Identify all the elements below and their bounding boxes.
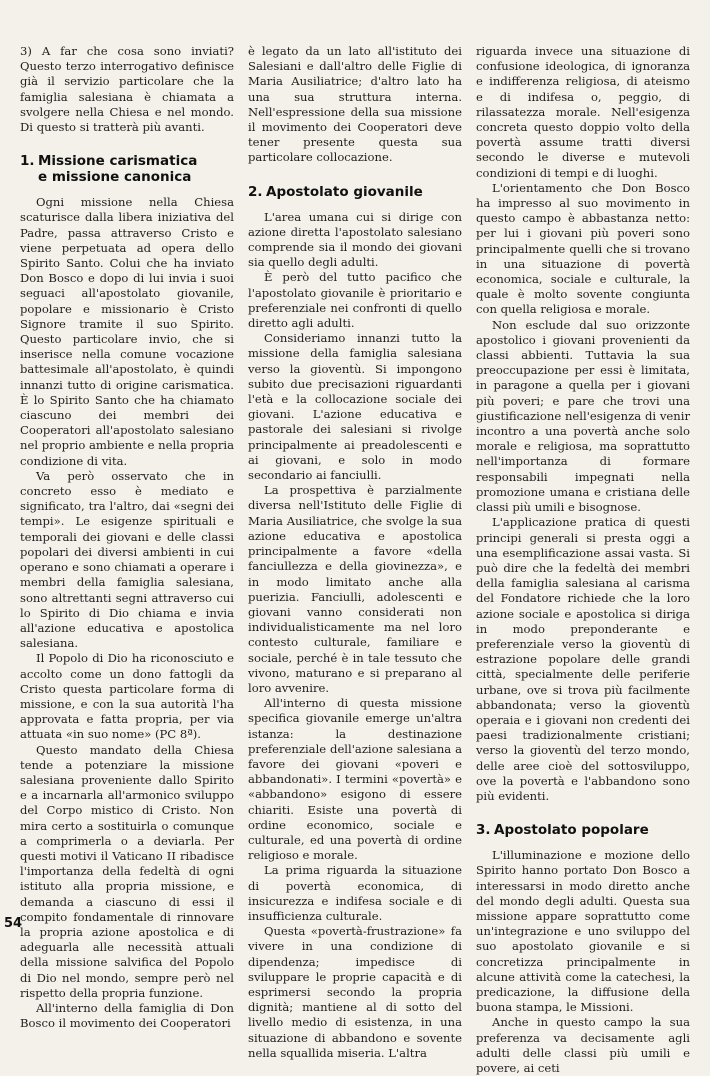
- column-3: [476, 44, 690, 1075]
- paragraph: La prima riguarda la situazione di povertà economica, di insicurezza e indifesa sociale e di insufficienza culturale.: [248, 863, 462, 923]
- paragraph: All'interno di questa missione specifica giovanile emerge un'altra istanza: la destinazione preferenziale dell'azione salesiana a favore dei giovani «poveri e abbandonati». I termini «povertà» e «abbandono» esigono di essere chiariti. Esiste una povertà di ordine economico, sociale e culturale, ed una povertà di ordine religioso e morale.: [248, 696, 462, 863]
- section-number: 3.: [476, 822, 491, 839]
- paragraph: L'area umana cui si dirige con azione diretta l'apostolato salesiano comprende sia il mondo dei giovani sia quello degli adulti.: [248, 209, 462, 270]
- paragraph: Il Popolo di Dio ha riconosciuto e accolto come un dono fattogli da Cristo questa particolare forma di missione, e con la sua autorità l'ha approvata e fatta propria, per via attuata «in suo nome» (PC 8ª).: [20, 651, 234, 742]
- page-number: 54: [4, 916, 23, 931]
- section-title-line2: e missione canonica: [38, 169, 192, 186]
- paragraph: 3) A far che cosa sono inviati? Questo terzo interrogativo definisce già il servizio particolare che la famiglia salesiana è chiamata a svolgere nella Chiesa e nel mondo. Di questo si tratterà più avanti.: [20, 44, 234, 135]
- section-heading-3: [476, 822, 690, 838]
- paragraph: Va però osservato che in concreto esso è mediato e significato, tra l'altro, dai «segni dei tempi». Le esigenze spirituali e temporali dei giovani e delle classi popolari dei diversi ambienti in cui operano e sono chiamati a operare i membri della famiglia salesiana, sono altrettanti segni attraverso cui lo Spirito di Dio chiama e invia all'azione educativa e apostolica salesiana.: [20, 468, 234, 651]
- section-heading-1: [20, 153, 234, 185]
- column-2: [248, 44, 462, 1060]
- section-title: Apostolato popolare: [494, 822, 649, 839]
- paragraph: È però del tutto pacifico che l'apostolato giovanile è prioritario e preferenziale nei confronti di quello diretto agli adulti.: [248, 270, 462, 331]
- section-title: Apostolato giovanile: [266, 183, 423, 200]
- section-number: 1.: [20, 153, 35, 170]
- section-number: 2.: [248, 183, 263, 200]
- paragraph: L'orientamento che Don Bosco ha impresso al suo movimento in questo campo è abbastanza netto: per lui i giovani più poveri sono principalmente quelli che si trovano in una situazione di povertà economica, sociale e culturale, la quale è molto sovente congiunta con quella religiosa e morale.: [476, 180, 690, 317]
- section-title-line1: Missione carismatica: [38, 153, 198, 170]
- paragraph: Consideriamo innanzi tutto la missione della famiglia salesiana verso la gioventù. Si impongono subito due precisazioni riguardanti l'età e la collocazione sociale dei giovani. L'azione educativa e pastorale dei salesiani si rivolge principalmente ai preadolescenti e ai giovani, e solo in modo secondario ai fanciulli.: [248, 331, 462, 483]
- paragraph: L'illuminazione e mozione dello Spirito hanno portato Don Bosco a interessarsi in modo diretto anche del mondo degli adulti. Questa sua missione appare soprattutto come un'integrazione e uno sviluppo del suo apostolato giovanile e si concretizza principalmente in alcune attività come la catechesi, la predicazione, la diffusione della buona stampa, le Missioni.: [476, 848, 690, 1015]
- paragraph: riguarda invece una situazione di confusione ideologica, di ignoranza e indifferenza religiosa, di ateismo e di indifesa o, peggio, di rilassatezza morale. Nell'esigenza concreta questo doppio volto della povertà assume tratti diversi secondo le diverse e mutevoli condizioni di tempi e di luoghi.: [476, 44, 690, 180]
- paragraph: Ogni missione nella Chiesa scaturisce dalla libera iniziativa del Padre, passa attraverso Cristo e viene perpetuata ad opera dello Spirito Santo. Colui che ha inviato Don Bosco e dopo di lui invia i suoi seguaci all'apostolato giovanile, popolare e missionario è Cristo Signore tramite il suo Spirito. Questo particolare invio, che si inserisce nella comune vocazione battesimale all'apostolato, è quindi innanzi tutto di origine carismatica. È lo Spirito Santo che ha chiamato ciascuno dei membri dei Cooperatori all'apostolato salesiano nel proprio ambiente e nella propria condizione di vita.: [20, 195, 234, 468]
- paragraph: La prospettiva è parzialmente diversa nell'Istituto delle Figlie di Maria Ausiliatrice, che svolge la sua azione educativa e apostolica principalmente a favore «della fanciullezza e della giovinezza», e in modo limitato anche alla puerizia. Fanciulli, adolescenti e giovani vanno considerati non individualisticamente ma nel loro contesto culturale, familiare e sociale, perché è in tale tessuto che vivono, maturano e si preparano al loro avvenire.: [248, 483, 462, 695]
- paragraph: Questa «povertà-frustrazione» fa vivere in una condizione di dipendenza; impedisce di sviluppare le proprie capacità e di esprimersi secondo la propria dignità; mantiene al di sotto del livello medio di esistenza, in una situazione di abbandono e sovente nella squallida miseria. L'altra: [248, 924, 462, 1060]
- paragraph: Questo mandato della Chiesa tende a potenziare la missione salesiana proveniente dallo Spirito e a incarnarla all'armonico sviluppo del Corpo mistico di Cristo. Non mira certo a sostituirla o comunque a comprimerla o a deviarla. Per questi motivi il Vaticano II ribadisce l'importanza della fedeltà di ogni istituto alla propria missione, e demanda a ciascuno di essi il compito fondamentale di rinnovare la propria azione apostolica e di adeguarla alle necessità attuali della missione salvifica del Popolo di Dio nel mondo, sempre però nel rispetto della propria funzione.: [20, 742, 234, 1000]
- column-1: [20, 44, 234, 1031]
- paragraph: All'interno della famiglia di Don Bosco il movimento dei Cooperatori: [20, 1000, 234, 1031]
- paragraph: Anche in questo campo la sua preferenza va decisamente agli adulti delle classi più umili e povere, ai ceti: [476, 1015, 690, 1075]
- paragraph: è legato da un lato all'istituto dei Salesiani e dall'altro delle Figlie di Maria Ausiliatrice; d'altro lato ha una sua struttura interna. Nell'espressione della sua missione il movimento dei Cooperatori deve tener presente questa sua particolare collocazione.: [248, 44, 462, 165]
- page-body: [20, 44, 692, 1075]
- paragraph: L'applicazione pratica di questi principi generali si presta oggi a una esemplificazione assai vasta. Si può dire che la fedeltà dei membri della famiglia salesiana al carisma del Fondatore richiede che la loro azione sociale e apostolica si diriga in modo preponderante e preferenziale verso la gioventù di estrazione popolare delle grandi città, specialmente delle periferie urbane, ove si trova più facilmente abbandonata; verso la gioventù operaia e i giovani non credenti dei paesi tradizionalmente cristiani; verso la gioventù del terzo mondo, delle aree cioè del sottosviluppo, ove la povertà e l'abbandono sono più evidenti.: [476, 515, 690, 803]
- paragraph: Non esclude dal suo orizzonte apostolico i giovani provenienti da classi abbienti. Tuttavia la sua preoccupazione per essi è limitata, in paragone a quella per i giovani più poveri; e pare che trovi una giustificazione nell'esigenza di venir incontro a una povertà anche solo morale e religiosa, ma soprattutto nell'importanza di formare responsabili impegnati nella promozione umana e cristiana delle classi più umili e bisognose.: [476, 317, 690, 515]
- section-heading-2: [248, 184, 462, 200]
